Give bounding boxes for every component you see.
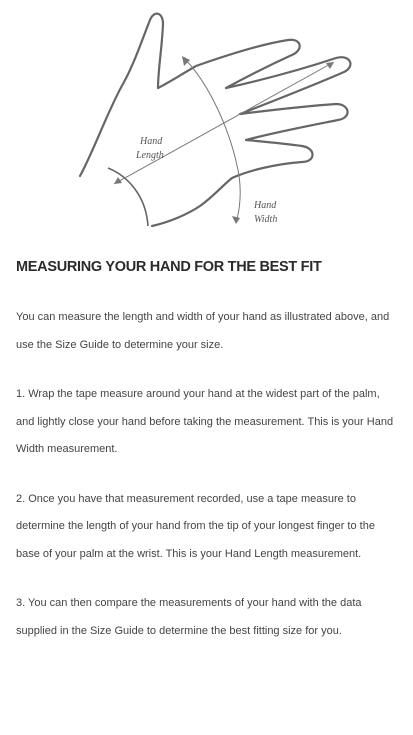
- hand-outline: [80, 14, 350, 226]
- hand-width-label-line1: Hand: [254, 200, 277, 211]
- hand-width-arrowhead: [182, 56, 190, 66]
- hand-length-label-line2: Length: [136, 150, 164, 161]
- step-3-paragraph: 3. You can then compare the measurements of your hand with the data supplied in the Size Guide to determine the best fitting size for you.: [16, 597, 362, 637]
- step-1-paragraph: 1. Wrap the tape measure around your hand at the widest part of the palm, and lightly close your hand before taking the measurement. This is your Hand Width measurement.: [16, 388, 394, 455]
- hand-width-arrowhead-end: [232, 216, 240, 224]
- measuring-guide-content: [16, 258, 401, 667]
- step-2-paragraph: 2. Once you have that measurement recorded, use a tape measure to determine the length of your hand from the tip of your longest finger to the base of your palm at the wrist. This is your Hand Length measurement.: [16, 492, 375, 560]
- hand-width-label-line2: Width: [254, 214, 278, 225]
- hand-measurement-illustration: [0, 0, 413, 240]
- intro-paragraph: You can measure the length and width of your hand as illustrated above, and use the Size Guide to determine your size.: [16, 311, 390, 351]
- page-title: MEASURING YOUR HAND FOR THE BEST FIT: [16, 259, 322, 275]
- hand-outline-icon: [0, 0, 413, 240]
- hand-length-label-line1: Hand: [140, 136, 163, 147]
